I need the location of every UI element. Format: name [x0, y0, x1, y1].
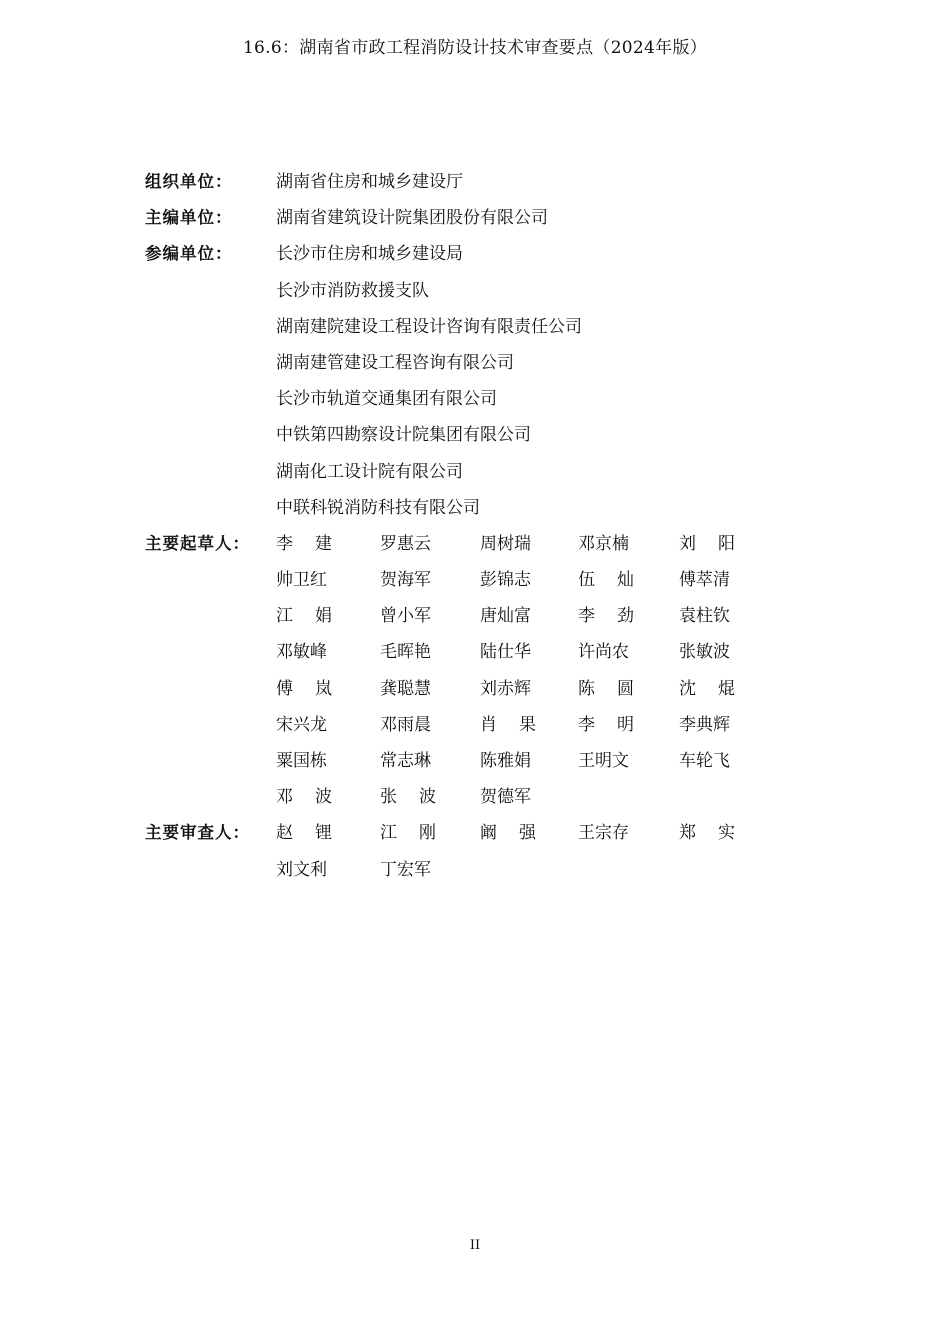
drafter-row [145, 743, 865, 779]
participant-row [145, 490, 865, 526]
drafters-list [145, 526, 865, 816]
drafter-name: 宋兴龙 [276, 714, 327, 735]
reviewer-name: 赵锂 [276, 823, 332, 844]
drafter-name: 王明文 [578, 751, 629, 771]
page-header: 16.6：湖南省市政工程消防设计技术审查要点（2024年版） [242, 38, 708, 58]
participant-row [145, 309, 865, 345]
participant-row [145, 417, 865, 453]
drafter-name: 张敏波 [679, 642, 730, 663]
reviewer-row [145, 815, 865, 851]
drafter-name: 唐灿富 [480, 606, 531, 627]
participant-row [145, 381, 865, 417]
participant-org: 长沙市消防救援支队 [276, 280, 429, 301]
drafter-name: 彭锦志 [480, 570, 531, 591]
drafter-name: 陈圆 [578, 678, 634, 699]
organizer-value: 湖南省住房和城乡建设厅 [276, 172, 463, 192]
editor-value: 湖南省建筑设计院集团股份有限公司 [276, 208, 548, 229]
drafter-name: 伍灿 [578, 570, 634, 591]
drafter-name: 袁柱钦 [679, 606, 730, 627]
drafter-name: 傅萃清 [679, 570, 730, 591]
page-number: II [469, 1238, 481, 1253]
reviewer-name: 江刚 [380, 823, 436, 844]
reviewer-row [145, 852, 865, 888]
drafter-name: 粟国栋 [276, 751, 327, 771]
participant-org: 中联科锐消防科技有限公司 [276, 497, 480, 518]
organizer-row [145, 164, 865, 200]
drafter-row [145, 562, 865, 598]
drafter-label: 主要起草人： [145, 533, 250, 553]
drafter-name: 毛晖艳 [380, 642, 431, 663]
participant-org: 长沙市轨道交通集团有限公司 [276, 389, 497, 410]
drafter-name: 曾小军 [380, 606, 431, 627]
drafter-name: 李明 [578, 714, 634, 735]
drafter-name: 刘赤辉 [480, 678, 531, 699]
reviewers-list [145, 815, 865, 887]
drafter-name: 许尚农 [578, 642, 629, 663]
participant-org: 湖南建管建设工程咨询有限公司 [276, 352, 514, 373]
drafter-row [145, 634, 865, 670]
drafter-row [145, 779, 865, 815]
reviewer-name: 刘文利 [276, 859, 327, 880]
participant-row [145, 236, 865, 272]
drafter-name: 周树瑞 [480, 533, 531, 554]
drafter-name: 沈焜 [679, 678, 735, 699]
drafter-row [145, 598, 865, 634]
drafter-name: 车轮飞 [679, 751, 730, 771]
reviewer-name: 丁宏军 [380, 859, 431, 880]
drafter-name: 张波 [380, 787, 436, 808]
drafter-name: 李劲 [578, 606, 634, 627]
drafter-name: 邓京楠 [578, 533, 629, 554]
drafter-name: 罗惠云 [380, 533, 431, 554]
drafter-name: 刘阳 [679, 533, 735, 554]
drafter-name: 常志琳 [380, 751, 431, 771]
drafter-name: 江娟 [276, 606, 332, 627]
reviewer-label: 主要审查人： [145, 823, 250, 843]
drafter-name: 贺海军 [380, 570, 431, 591]
participant-row [145, 273, 865, 309]
drafter-row [145, 526, 865, 562]
participant-row [145, 454, 865, 490]
drafter-name: 贺德军 [480, 787, 531, 808]
drafter-name: 陈雅娟 [480, 751, 531, 771]
participant-org: 湖南建院建设工程设计咨询有限责任公司 [276, 316, 582, 337]
drafter-name: 邓波 [276, 787, 332, 808]
drafter-name: 陆仕华 [480, 642, 531, 663]
drafter-name: 肖果 [480, 714, 536, 735]
participant-org: 长沙市住房和城乡建设局 [276, 244, 463, 265]
reviewer-name: 郑实 [679, 823, 735, 844]
reviewer-name: 王宗存 [578, 823, 629, 844]
drafter-name: 帅卫红 [276, 570, 327, 591]
reviewer-name: 阚强 [480, 823, 536, 844]
participant-org: 湖南化工设计院有限公司 [276, 461, 463, 482]
editor-row [145, 200, 865, 236]
editor-label: 主编单位： [145, 208, 233, 228]
participants-label: 参编单位： [145, 244, 233, 264]
drafter-name: 李建 [276, 533, 332, 554]
drafter-row [145, 671, 865, 707]
drafter-name: 邓雨晨 [380, 714, 431, 735]
drafter-name: 李典辉 [679, 714, 730, 735]
credits-section [145, 164, 865, 888]
drafter-name: 邓敏峰 [276, 642, 327, 663]
organizer-label: 组织单位： [145, 172, 233, 191]
drafter-row [145, 707, 865, 743]
drafter-name: 傅岚 [276, 678, 332, 699]
participant-row [145, 345, 865, 381]
participant-org: 中铁第四勘察设计院集团有限公司 [276, 425, 531, 446]
drafter-name: 龚聪慧 [380, 678, 431, 699]
